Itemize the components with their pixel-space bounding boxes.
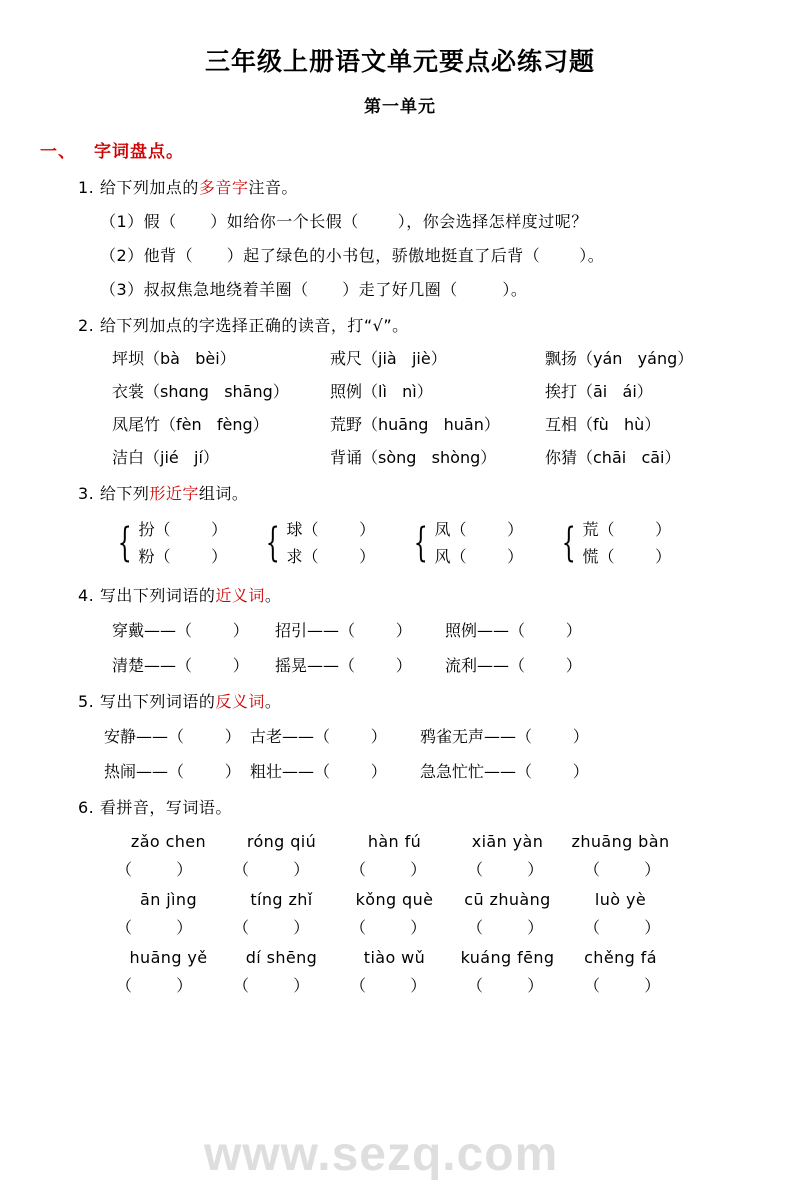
question-6-label: 6. 看拼音，写词语。	[78, 798, 232, 817]
unit-subtitle: 第一单元	[364, 97, 436, 117]
question-5-text-tail: 。	[264, 692, 282, 711]
question-1-keyword: 多音字	[198, 178, 249, 197]
pinyin-prompt: róng qiú	[246, 832, 317, 851]
pinyin-choice: 戒尺（jià jiè）	[330, 349, 447, 368]
brace-group	[408, 516, 556, 570]
answer-box: （ ）	[584, 918, 661, 937]
answer-box: （ ）	[467, 918, 544, 937]
synonym-item: 流利——（ ）	[445, 656, 582, 675]
answer-box: （ ）	[350, 918, 427, 937]
pinyin-choice: 凤尾竹（fèn fèng）	[112, 415, 269, 434]
pinyin-prompt: zhuāng bàn	[571, 832, 670, 851]
brace-word: 粉（ ）	[138, 547, 228, 566]
answer-box: （ ）	[584, 860, 661, 879]
question-4-text: 4. 写出下列词语的	[78, 586, 216, 605]
question-1-text-tail: 注音。	[248, 178, 298, 197]
brace-group	[260, 516, 408, 570]
pinyin-row	[112, 832, 800, 851]
antonym-item: 热闹——（ ）	[104, 762, 241, 781]
worksheet-page	[0, 42, 800, 1188]
answer-box: （ ）	[116, 860, 193, 879]
antonym-item: 安静——（ ）	[104, 727, 241, 746]
answer-box: （ ）	[233, 860, 310, 879]
pinyin-choice: 飘扬（yán yáng）	[545, 349, 694, 368]
pinyin-prompt: luò yè	[594, 890, 647, 909]
antonym-item: 粗壮——（ ）	[250, 762, 387, 781]
question-1-label	[78, 175, 800, 198]
question-4-text-tail: 。	[264, 586, 282, 605]
pinyin-choice: 你猜（chāi cāi）	[545, 448, 681, 467]
pinyin-choice: 背诵（sòng shòng）	[330, 448, 497, 467]
antonym-item: 鸦雀无声——（ ）	[420, 727, 589, 746]
question-2-row	[112, 379, 800, 402]
question-2-row	[112, 445, 800, 468]
brace-group	[556, 516, 704, 570]
brace-group	[112, 516, 260, 570]
question-1-line-1: （1）假（ ）如给你一个长假（ ），你会选择怎样度过呢？	[100, 212, 588, 231]
question-3-keyword: 形近字	[149, 484, 199, 503]
question-2-label: 2. 给下列加点的字选择正确的读音，打“√”。	[78, 316, 409, 335]
synonym-item: 照例——（ ）	[445, 621, 582, 640]
question-3-brace-groups	[112, 516, 800, 570]
pinyin-prompt: zǎo chen	[130, 832, 207, 851]
brace-words	[138, 516, 227, 570]
brace-word: 扮（ ）	[138, 520, 228, 539]
brace-word: 荒（ ）	[582, 520, 672, 539]
synonym-item: 摇晃——（ ）	[275, 656, 412, 675]
question-1-line-2: （2）他背（ ）起了绿色的小书包，骄傲地挺直了后背（ ）。	[100, 246, 605, 265]
pinyin-prompt: xiān yàn	[471, 832, 544, 851]
pinyin-prompt: ān jìng	[139, 890, 198, 909]
answer-box-row	[112, 973, 800, 996]
answer-box: （ ）	[467, 860, 544, 879]
section-number: 一、	[40, 142, 76, 162]
question-1-line-3: （3）叔叔焦急地绕着羊圈（ ）走了好几圈（ ）。	[100, 280, 528, 299]
pinyin-prompt: dí shēng	[245, 948, 318, 967]
pinyin-prompt: tiào wǔ	[363, 948, 426, 967]
question-5-label	[78, 689, 800, 712]
question-2-row	[112, 412, 800, 435]
question-4-row	[112, 618, 800, 641]
page-title: 三年级上册语文单元要点必练习题	[204, 47, 595, 76]
question-5-row	[104, 759, 800, 782]
question-5-text: 5. 写出下列词语的	[78, 692, 216, 711]
synonym-item: 穿戴——（ ）	[112, 621, 249, 640]
answer-box: （ ）	[233, 918, 310, 937]
pinyin-row	[112, 890, 800, 909]
brace-words	[434, 516, 523, 570]
brace-word: 风（ ）	[434, 547, 524, 566]
watermark: www.sezq.com	[204, 1128, 559, 1181]
answer-box: （ ）	[116, 976, 193, 995]
question-3-text: 3. 给下列	[78, 484, 150, 503]
pinyin-choice: 互相（fù hù）	[545, 415, 661, 434]
answer-box: （ ）	[584, 976, 661, 995]
synonym-item: 清楚——（ ）	[112, 656, 249, 675]
brace-icon: {	[265, 520, 280, 566]
brace-words	[286, 516, 375, 570]
question-5-row	[104, 724, 800, 747]
synonym-item: 招引——（ ）	[275, 621, 412, 640]
pinyin-choice: 洁白（jié jí）	[112, 448, 219, 467]
pinyin-prompt: cū zhuàng	[464, 890, 551, 909]
question-3-text-tail: 组词。	[198, 484, 249, 503]
pinyin-choice: 照例（lì nì）	[330, 382, 433, 401]
answer-box: （ ）	[350, 976, 427, 995]
pinyin-prompt: hàn fú	[367, 832, 422, 851]
question-5-keyword: 反义词	[215, 692, 265, 711]
brace-word: 慌（ ）	[582, 547, 672, 566]
brace-icon: {	[413, 520, 428, 566]
answer-box: （ ）	[233, 976, 310, 995]
pinyin-choice: 坪坝（bà bèi）	[112, 349, 236, 368]
answer-box-row	[112, 857, 800, 880]
answer-box: （ ）	[350, 860, 427, 879]
question-2-row	[112, 346, 800, 369]
section-heading	[40, 137, 800, 162]
question-1-text: 1. 给下列加点的	[78, 178, 199, 197]
antonym-item: 古老——（ ）	[250, 727, 387, 746]
pinyin-choice: 荒野（huāng huān）	[330, 415, 500, 434]
pinyin-prompt: kuáng fēng	[460, 948, 555, 967]
question-4-label	[78, 583, 800, 606]
brace-word: 凤（ ）	[434, 520, 524, 539]
question-6-block	[112, 832, 800, 996]
brace-words	[582, 516, 671, 570]
pinyin-prompt: huāng yě	[129, 948, 208, 967]
question-4-row	[112, 653, 800, 676]
antonym-item: 急急忙忙——（ ）	[420, 762, 589, 781]
question-4-keyword: 近义词	[215, 586, 265, 605]
pinyin-row	[112, 948, 800, 967]
answer-box-row	[112, 915, 800, 938]
question-3-label	[78, 481, 800, 504]
pinyin-choice: 挨打（āi ái）	[545, 382, 653, 401]
brace-icon: {	[561, 520, 576, 566]
pinyin-prompt: tíng zhǐ	[250, 890, 313, 909]
brace-word: 求（ ）	[286, 547, 376, 566]
answer-box: （ ）	[116, 918, 193, 937]
pinyin-prompt: kǒng què	[355, 890, 434, 909]
brace-word: 球（ ）	[286, 520, 376, 539]
answer-box: （ ）	[467, 976, 544, 995]
brace-icon: {	[117, 520, 132, 566]
section-label: 字词盘点。	[94, 142, 184, 162]
pinyin-prompt: chěng fá	[584, 948, 657, 967]
pinyin-choice: 衣裳（shɑng shāng）	[112, 382, 289, 401]
